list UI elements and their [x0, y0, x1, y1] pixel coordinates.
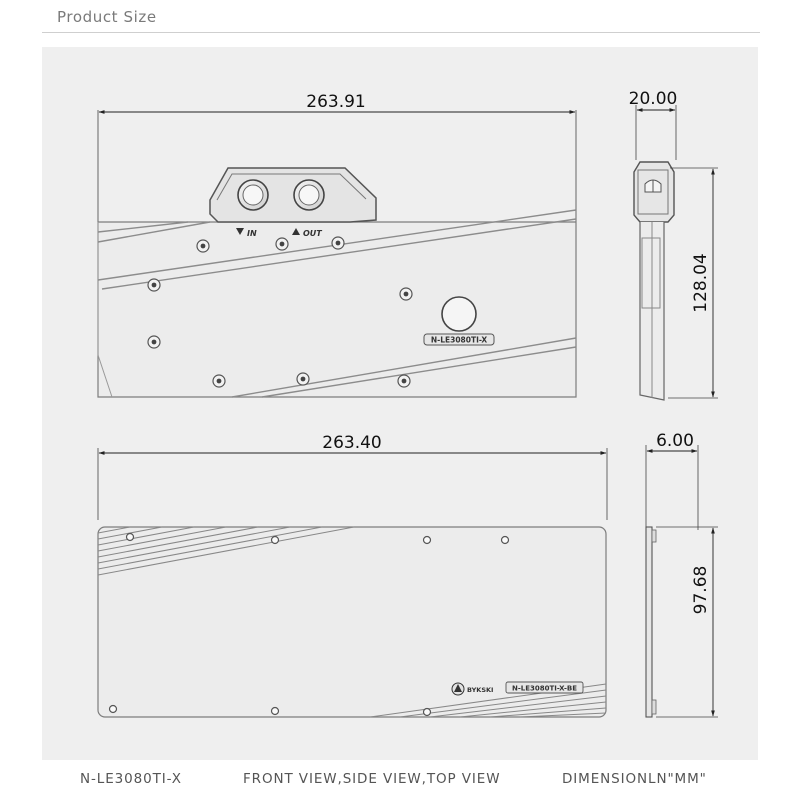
outlet-label: OUT	[303, 229, 322, 238]
screw-hole-icon	[424, 537, 431, 544]
backplate-side-profile	[646, 527, 652, 717]
screw-hole-icon	[110, 706, 117, 713]
front-view	[98, 92, 576, 397]
unit-label: DIMENSIONLN"MM"	[562, 771, 707, 787]
terminal-block	[210, 168, 376, 222]
model-label: N-LE3080TI-X	[80, 771, 182, 787]
back-width-label: 263.40	[322, 433, 382, 453]
center-emblem	[442, 297, 476, 331]
screw-hole-icon	[424, 709, 431, 716]
brand-text: BYKSKI	[467, 686, 494, 694]
front-side-depth-label: 20.00	[628, 89, 678, 109]
back-view	[98, 433, 607, 717]
brand-logo	[452, 683, 464, 695]
screw-hole-icon	[272, 708, 279, 715]
outlet-port-inner	[299, 185, 319, 205]
back-badge-text: N-LE3080TI-X-BE	[511, 684, 578, 693]
inlet-label: IN	[247, 229, 257, 238]
front-side-view	[629, 89, 718, 400]
front-badge-text: N-LE3080TI-X	[430, 335, 488, 345]
screw-hole-icon	[272, 537, 279, 544]
inlet-port-inner	[243, 185, 263, 205]
page-title: Product Size	[57, 8, 157, 26]
back-side-view	[646, 431, 718, 717]
screw-hole-icon	[127, 534, 134, 541]
back-side-depth-label: 6.00	[656, 431, 694, 451]
back-height-label: 97.68	[691, 565, 711, 615]
screw-hole-icon	[502, 537, 509, 544]
front-height-label: 128.04	[691, 253, 711, 313]
views-label: FRONT VIEW,SIDE VIEW,TOP VIEW	[243, 771, 501, 787]
front-width-label: 263.91	[306, 92, 366, 112]
